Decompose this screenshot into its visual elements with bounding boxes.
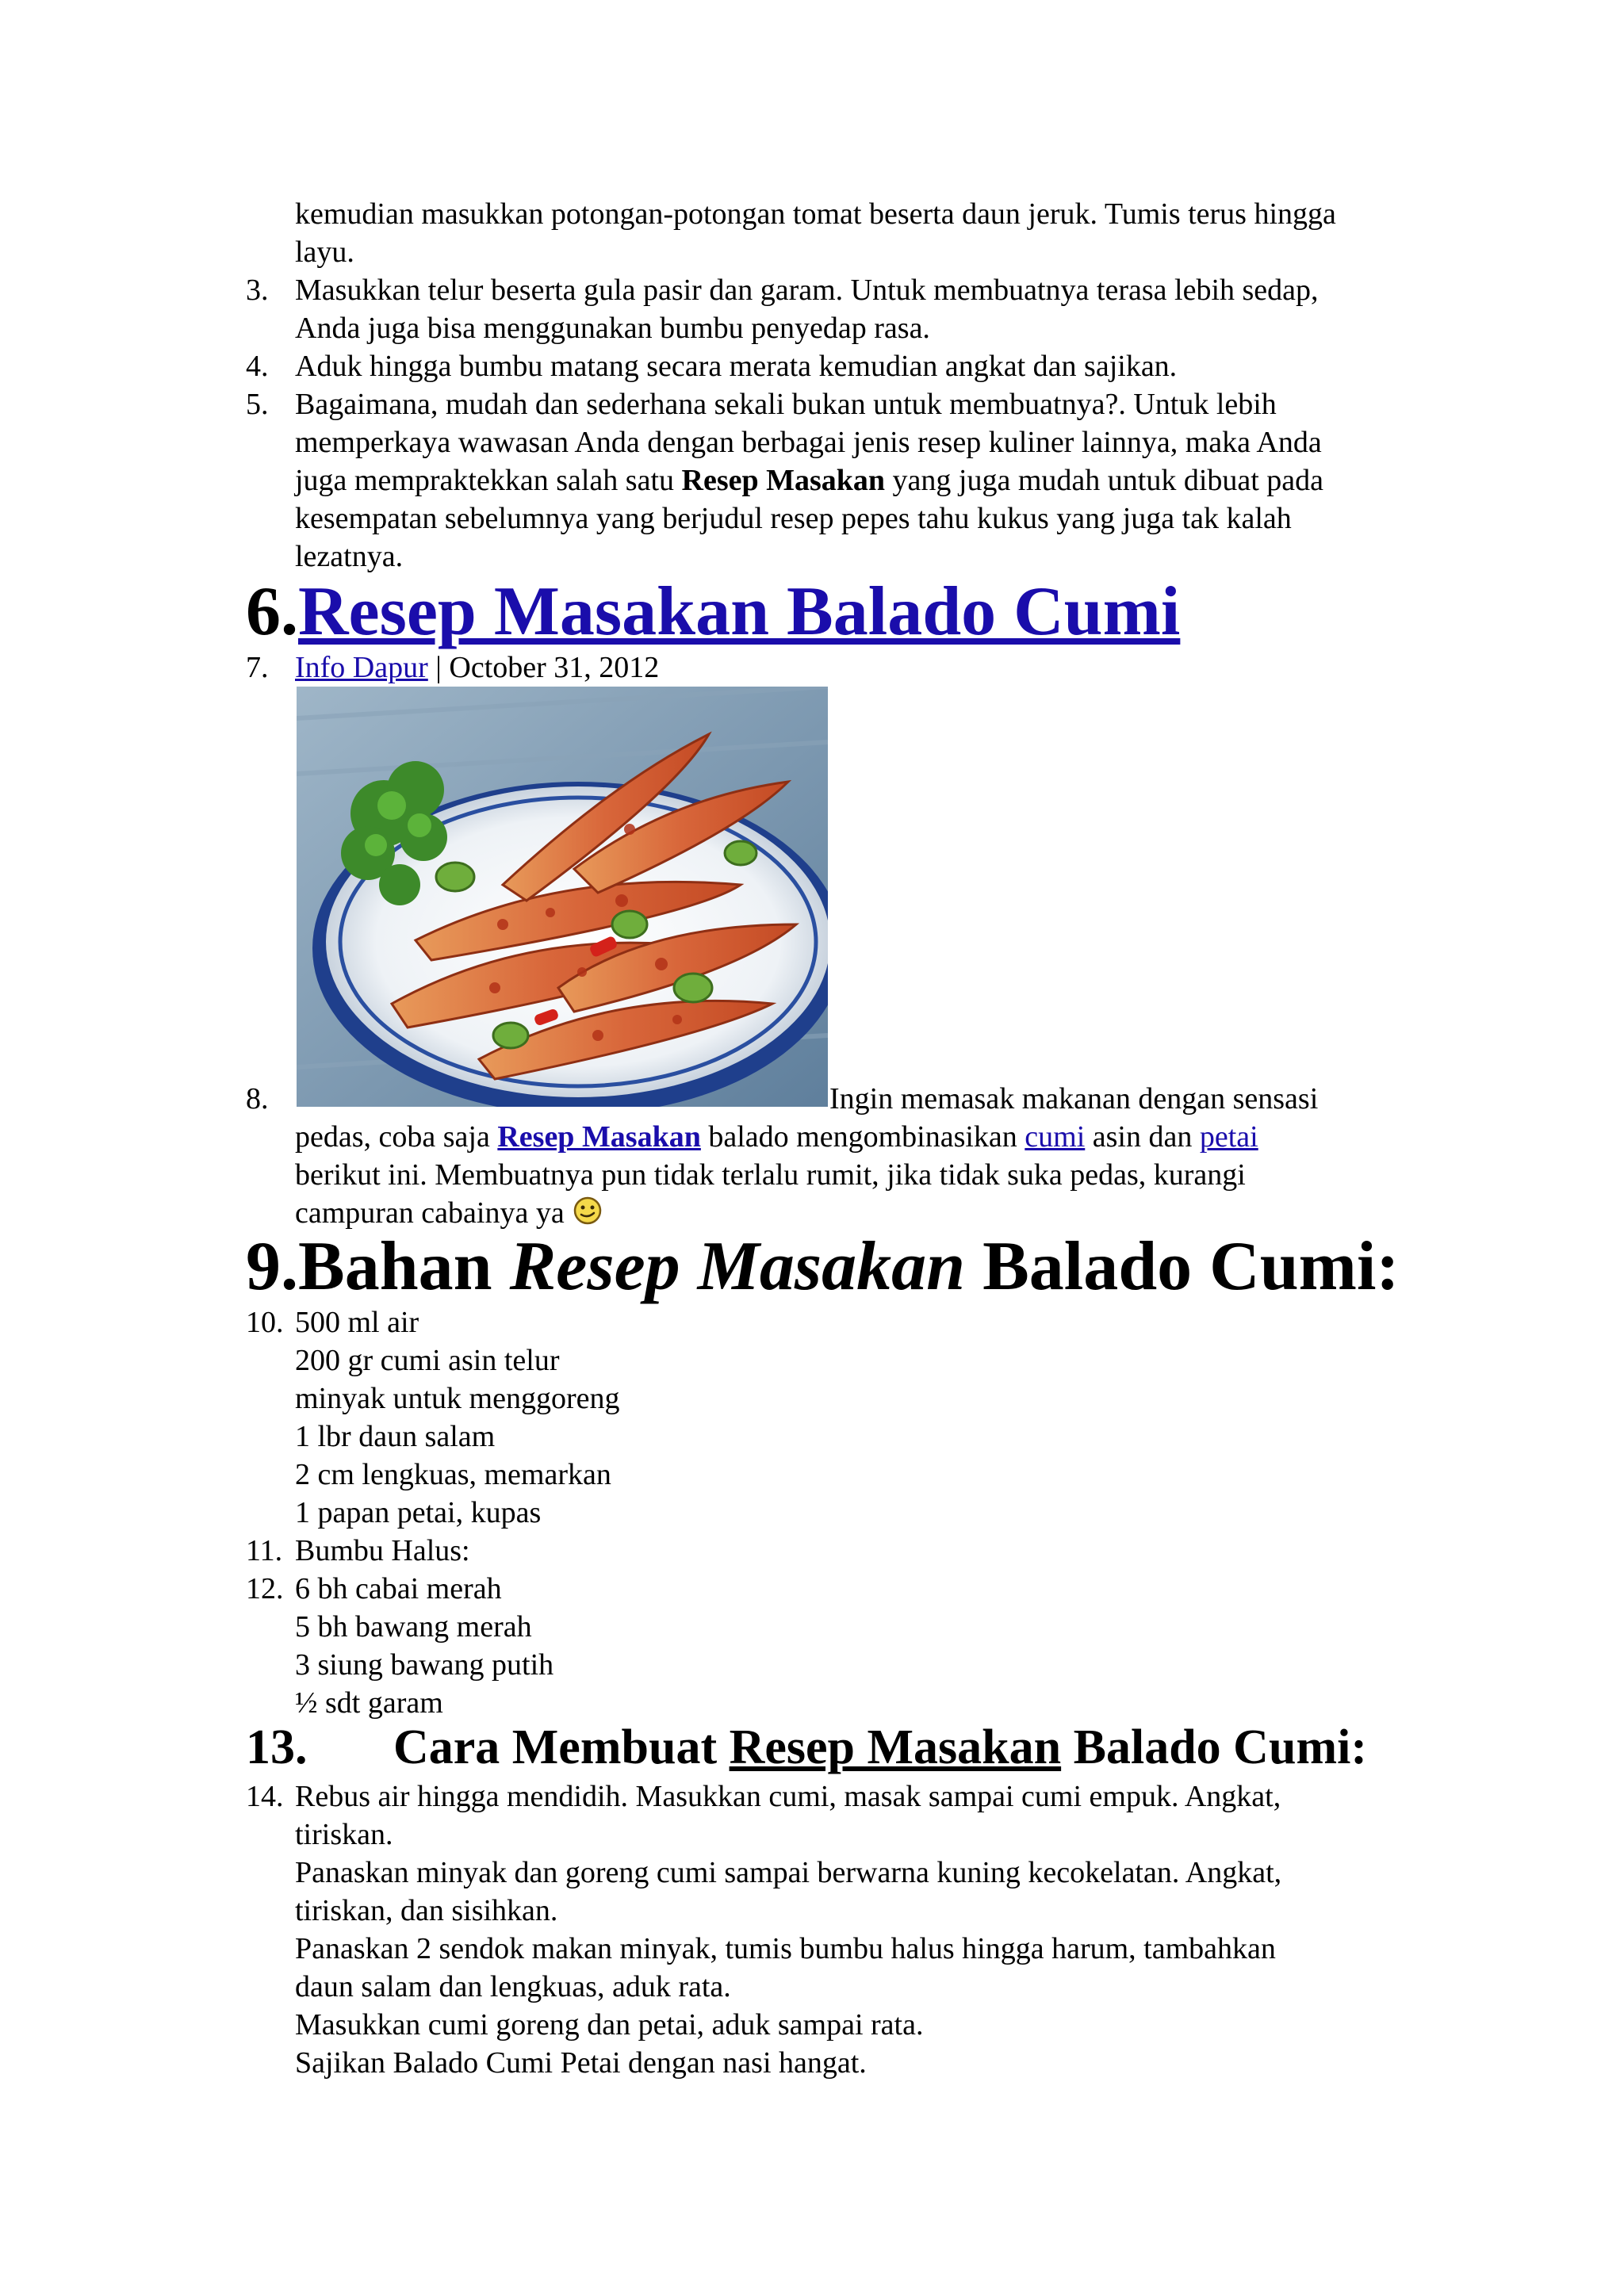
- list-number: 10.: [246, 1306, 284, 1339]
- heading-number: 6.: [246, 573, 298, 650]
- step-text: Panaskan minyak dan goreng cumi sampai berwarna kuning kecokelatan. Angkat,: [295, 1856, 1282, 1889]
- intro-text-part: asin dan: [1085, 1120, 1200, 1154]
- ingredient-item: 1 papan petai, kupas: [295, 1496, 542, 1529]
- list-number: 5.: [246, 388, 269, 421]
- list-item-text: Anda juga bisa menggunakan bumbu penyedap rasa.: [295, 312, 930, 345]
- heading-text-part: Bahan: [298, 1228, 510, 1305]
- step-text: Sajikan Balado Cumi Petai dengan nasi hangat.: [295, 2046, 867, 2080]
- post-date: | October 31, 2012: [427, 651, 660, 684]
- petai-link[interactable]: petai: [1199, 1120, 1258, 1154]
- step-text: Panaskan 2 sendok makan minyak, tumis bumbu halus hingga harum, tambahkan: [295, 1932, 1276, 1965]
- list-item-text: Bagaimana, mudah dan sederhana sekali bukan untuk membuatnya?. Untuk lebih: [295, 388, 1277, 421]
- author-link[interactable]: Info Dapur: [295, 651, 428, 684]
- bold-keyword: Resep Masakan: [681, 464, 886, 497]
- intro-paragraph-text: [295, 1118, 1258, 1156]
- list-item-text: lezatnya.: [295, 540, 404, 573]
- heading-text-part: Balado Cumi:: [1061, 1720, 1367, 1774]
- bahan-heading: [246, 1227, 1400, 1307]
- bumbu-item: 6 bh cabai merah: [295, 1572, 502, 1605]
- bumbu-label: Bumbu Halus:: [295, 1534, 470, 1567]
- heading-number: 9.: [246, 1228, 298, 1305]
- list-item-text-part: juga mempraktekkan salah satu: [295, 464, 682, 497]
- article-title-link[interactable]: Resep Masakan Balado Cumi: [298, 573, 1181, 650]
- cara-heading-number: 13.: [246, 1720, 308, 1774]
- intro-paragraph-text: berikut ini. Membuatnya pun tidak terlalu rumit, jika tidak suka pedas, kurangi: [295, 1158, 1246, 1192]
- step-text: Rebus air hingga mendidih. Masukkan cumi, masak sampai cumi empuk. Angkat,: [295, 1780, 1281, 1813]
- step-text: daun salam dan lengkuas, aduk rata.: [295, 1970, 731, 2003]
- bumbu-item: 5 bh bawang merah: [295, 1610, 532, 1644]
- list-item-text: [295, 461, 1323, 499]
- heading-text-part: Cara Membuat: [393, 1720, 730, 1774]
- bumbu-item: ½ sdt garam: [295, 1686, 443, 1720]
- heading-underlined-part: Resep Masakan: [729, 1720, 1062, 1774]
- ingredient-item: 1 lbr daun salam: [295, 1420, 496, 1453]
- list-item-text-part: yang juga mudah untuk dibuat pada: [885, 464, 1324, 497]
- intro-paragraph-text: Ingin memasak makanan dengan sensasi: [829, 1082, 1319, 1115]
- resep-masakan-link[interactable]: Resep Masakan: [497, 1120, 701, 1154]
- article-heading: [246, 572, 1180, 652]
- bumbu-item: 3 siung bawang putih: [295, 1648, 554, 1682]
- list-item-text: Aduk hingga bumbu matang secara merata kemudian angkat dan sajikan.: [295, 350, 1178, 383]
- list-number: 4.: [246, 350, 269, 383]
- intro-text-part: pedas, coba saja: [295, 1120, 498, 1154]
- list-item-text: kesempatan sebelumnya yang berjudul resep pepes tahu kukus yang juga tak kalah: [295, 502, 1292, 535]
- heading-text-part: Balado Cumi:: [965, 1228, 1400, 1305]
- step-text: Masukkan cumi goreng dan petai, aduk sampai rata.: [295, 2008, 924, 2042]
- article-meta: [295, 649, 659, 687]
- list-item-text: memperkaya wawasan Anda dengan berbagai jenis resep kuliner lainnya, maka Anda: [295, 426, 1322, 459]
- cara-heading: [393, 1719, 1367, 1776]
- list-item-text: Masukkan telur beserta gula pasir dan garam. Untuk membuatnya terasa lebih sedap,: [295, 274, 1319, 307]
- heading-italic-part: Resep Masakan: [509, 1228, 966, 1305]
- ingredient-item: minyak untuk menggoreng: [295, 1382, 620, 1415]
- step-text: tiriskan.: [295, 1818, 393, 1851]
- intro-text-part: campuran cabainya ya: [295, 1196, 565, 1230]
- step-text: tiriskan, dan sisihkan.: [295, 1894, 558, 1927]
- ingredient-item: 200 gr cumi asin telur: [295, 1344, 560, 1377]
- list-number: 11.: [246, 1534, 283, 1567]
- intro-text-part: balado mengombinasikan: [700, 1120, 1025, 1154]
- list-number: 3.: [246, 274, 269, 307]
- balado-cumi-photo: [297, 687, 828, 1107]
- intro-continuation-line: layu.: [295, 235, 354, 269]
- intro-continuation-line: kemudian masukkan potongan-potongan tomat beserta daun jeruk. Tumis terus hingga: [295, 197, 1336, 231]
- ingredient-item: 2 cm lengkuas, memarkan: [295, 1458, 611, 1491]
- list-number: 14.: [246, 1780, 284, 1813]
- ingredient-item: 500 ml air: [295, 1306, 419, 1339]
- cumi-link[interactable]: cumi: [1025, 1120, 1086, 1154]
- list-number: 8.: [246, 1082, 269, 1115]
- list-number: 7.: [246, 651, 269, 684]
- list-number: 12.: [246, 1572, 284, 1605]
